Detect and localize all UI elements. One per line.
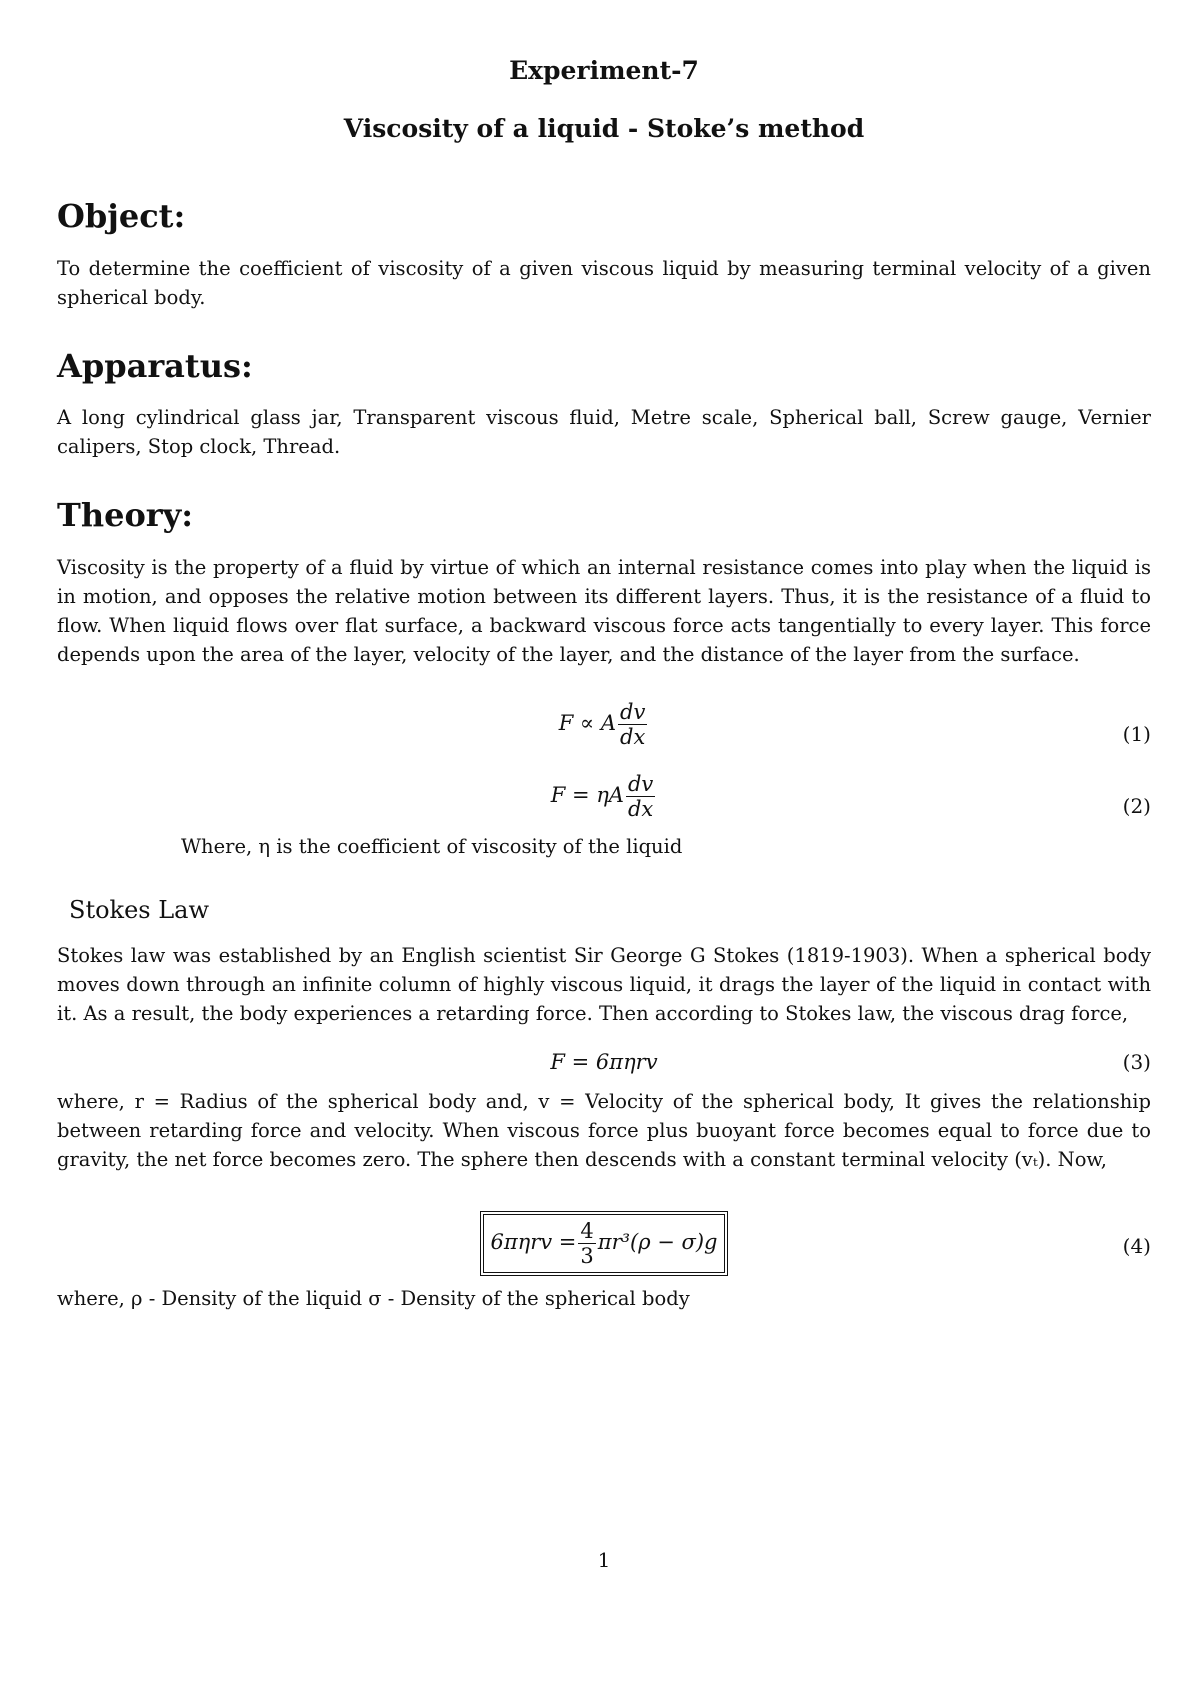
eq3-label: (3) [1122, 1050, 1151, 1074]
eq4-rhs: πr³(ρ − σ)g [597, 1230, 718, 1254]
eq4-label: (4) [1122, 1234, 1151, 1258]
eq1-numerator: dv [620, 700, 646, 724]
eq1-lhs: F ∝ A [558, 711, 616, 735]
stokes-law-text: Stokes law was established by an English scientist Sir George G Stokes (1819-1903). When a spherical body moves down through an infinite column of highly viscous liquid, it drags the layer of the liquid in contact with it. As a result, the body experiences a retarding force. Then according to Stokes law, the viscous drag force, [57, 944, 1151, 1025]
stokes-explanation-text: where, r = Radius of the spherical body and, v = Velocity of the spherical body, It gives the relationship between retarding force and velocity. When viscous force plus buoyant force becomes equal to force due to gravity, the net force becomes zero. The sphere then descends with a constant terminal velocity (vₜ). Now, [57, 1090, 1151, 1171]
theory-text: Viscosity is the property of a fluid by virtue of which an internal resistance comes into play when the liquid is in motion, and opposes the relative motion between its different layers. Thus, it is the resistance of a fluid to flow. When liquid flows over flat surface, a backward viscous force acts tangentially to every layer. This force depends upon the area of the layer, velocity of the layer, and the distance of the layer from the surface. [57, 556, 1151, 666]
theory-heading: Theory: [57, 496, 194, 534]
eta-definition: Where, η is the coefficient of viscosity of the liquid [181, 835, 683, 858]
eq1-fraction [618, 700, 647, 749]
document-page [57, 0, 1151, 1696]
equation-2 [57, 772, 1151, 832]
eq4-denominator: 3 [580, 1244, 594, 1268]
eq2-denominator: dx [627, 797, 654, 821]
experiment-number: Experiment-7 [509, 56, 699, 85]
eq4-boxed [483, 1214, 724, 1273]
eq1-label: (1) [1122, 722, 1151, 746]
apparatus-heading: Apparatus: [57, 347, 253, 385]
eq4-fraction [578, 1219, 595, 1268]
density-definitions: where, ρ - Density of the liquid σ - Density of the spherical body [57, 1287, 690, 1310]
eq1-denominator: dx [620, 725, 646, 749]
equation-4 [57, 1214, 1151, 1280]
eq4-numerator: 4 [580, 1219, 594, 1243]
equation-1 [57, 700, 1151, 760]
eq3-body: F = 6πηrv [550, 1050, 658, 1074]
stokes-law-heading: Stokes Law [69, 896, 210, 924]
apparatus-text: A long cylindrical glass jar, Transparent viscous fluid, Metre scale, Spherical ball, Screw gauge, Vernier calipers, Stop clock, Thread. [57, 406, 1151, 458]
eq4-lhs: 6πηrv = [490, 1230, 577, 1254]
page-number: 1 [597, 1548, 611, 1572]
object-heading: Object: [57, 197, 186, 235]
eq2-fraction [626, 772, 655, 821]
object-text: To determine the coefficient of viscosity of a given viscous liquid by measuring terminal velocity of a given spherical body. [57, 257, 1151, 309]
equation-3 [57, 1050, 1151, 1080]
eq2-numerator: dv [627, 772, 654, 796]
experiment-title: Viscosity of a liquid - Stoke’s method [343, 114, 865, 143]
eq2-lhs: F = ηA [550, 783, 624, 807]
eq2-label: (2) [1122, 794, 1151, 818]
